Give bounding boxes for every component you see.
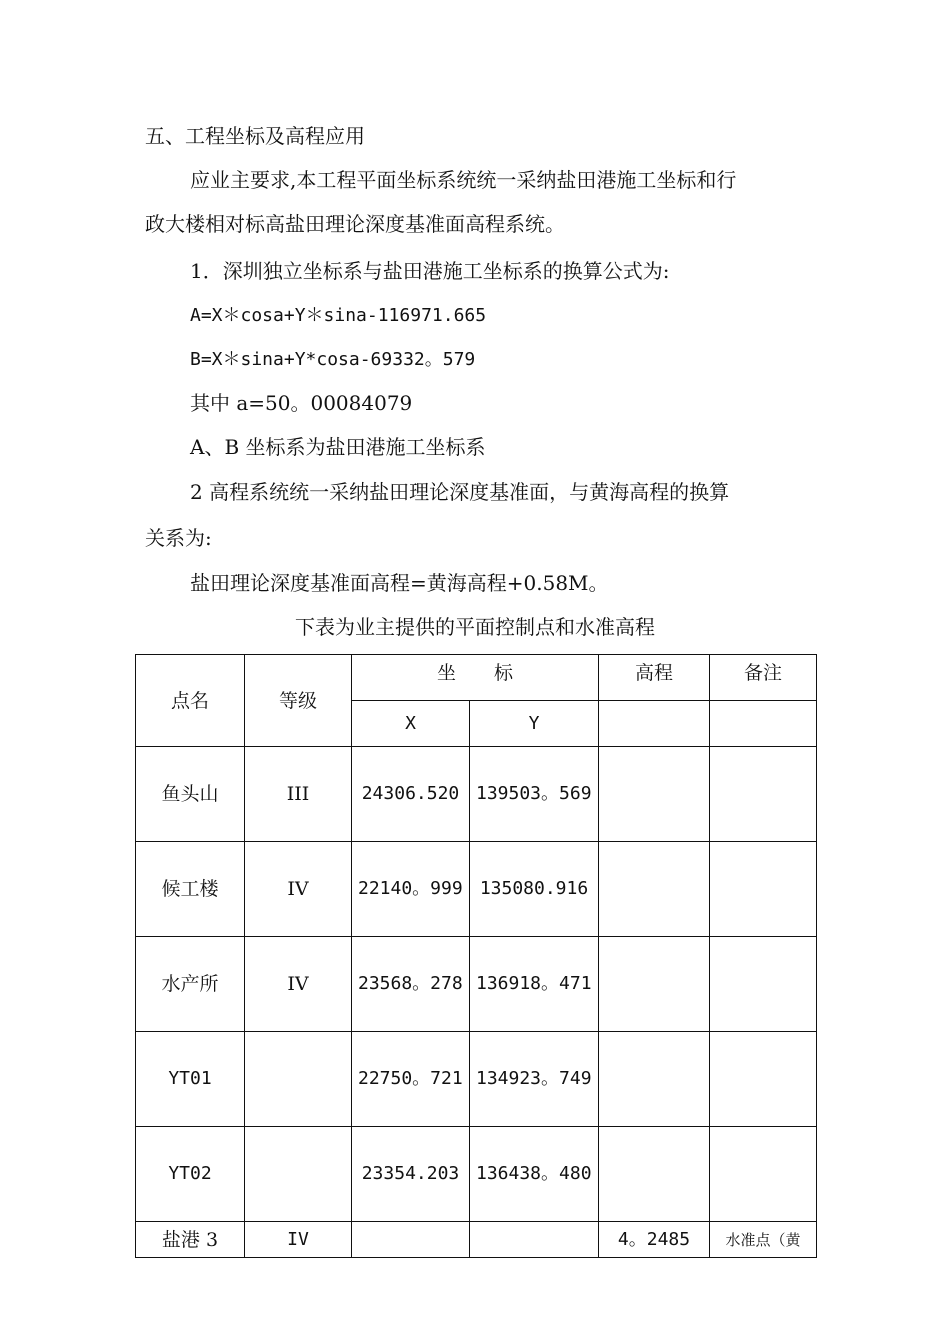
point-elevation bbox=[599, 1127, 710, 1222]
point-grade: III bbox=[245, 747, 352, 842]
table-row bbox=[136, 842, 817, 937]
formula-b: B=X＊sina+Y*cosa-69332。579 bbox=[190, 349, 476, 370]
point-remark bbox=[710, 937, 817, 1032]
paragraph-line: 应业主要求,本工程平面坐标系统统一采纳盐田港施工坐标和行 bbox=[190, 168, 737, 192]
formula-alpha: 其中 a=50。00084079 bbox=[190, 391, 413, 415]
relation: 盐田理论深度基准面高程=黄海高程+0.58M。 bbox=[190, 571, 609, 595]
item-2-continued: 关系为: bbox=[145, 526, 212, 550]
table-row bbox=[136, 1222, 817, 1258]
point-elevation bbox=[599, 1032, 710, 1127]
point-elevation bbox=[599, 842, 710, 937]
point-name: YT02 bbox=[136, 1127, 245, 1222]
table-cell bbox=[599, 701, 710, 747]
point-remark bbox=[710, 842, 817, 937]
point-remark: 水准点（黄 bbox=[710, 1222, 817, 1258]
point-remark bbox=[710, 747, 817, 842]
table-row bbox=[136, 747, 817, 842]
control-points-table bbox=[135, 654, 817, 1258]
point-x: 24306.520 bbox=[352, 747, 470, 842]
point-x: 22140。999 bbox=[352, 842, 470, 937]
point-x: 23354.203 bbox=[352, 1127, 470, 1222]
point-elevation bbox=[599, 747, 710, 842]
header-remark: 备注 bbox=[710, 655, 817, 701]
header-coord: 坐 标 bbox=[352, 655, 599, 701]
point-y bbox=[470, 1222, 599, 1258]
header-elevation: 高程 bbox=[599, 655, 710, 701]
point-y: 139503。569 bbox=[470, 747, 599, 842]
table-row bbox=[136, 1032, 817, 1127]
point-grade: IV bbox=[245, 1222, 352, 1258]
point-name: 水产所 bbox=[136, 937, 245, 1032]
table-cell bbox=[710, 701, 817, 747]
point-x: 23568。278 bbox=[352, 937, 470, 1032]
point-name: YT01 bbox=[136, 1032, 245, 1127]
point-elevation: 4。2485 bbox=[599, 1222, 710, 1258]
table-row bbox=[136, 937, 817, 1032]
item-2: 2 高程系统统一采纳盐田理论深度基准面，与黄海高程的换算 bbox=[190, 480, 730, 504]
point-x bbox=[352, 1222, 470, 1258]
point-elevation bbox=[599, 937, 710, 1032]
paragraph-line: 政大楼相对标高盐田理论深度基准面高程系统。 bbox=[145, 212, 565, 236]
point-y: 136438。480 bbox=[470, 1127, 599, 1222]
table-row bbox=[136, 1127, 817, 1222]
header-x: X bbox=[352, 701, 470, 747]
formula-a: A=X＊cosa+Y＊sina-116971.665 bbox=[190, 305, 487, 326]
point-y: 135080.916 bbox=[470, 842, 599, 937]
header-name: 点名 bbox=[136, 655, 245, 747]
point-y: 134923。749 bbox=[470, 1032, 599, 1127]
header-grade: 等级 bbox=[245, 655, 352, 747]
header-y: Y bbox=[470, 701, 599, 747]
section-title: 五、工程坐标及高程应用 bbox=[145, 124, 365, 148]
point-grade bbox=[245, 1127, 352, 1222]
point-name: 候工楼 bbox=[136, 842, 245, 937]
point-grade bbox=[245, 1032, 352, 1127]
ab-note: A、B 坐标系为盐田港施工坐标系 bbox=[190, 435, 486, 459]
point-x: 22750。721 bbox=[352, 1032, 470, 1127]
point-remark bbox=[710, 1127, 817, 1222]
point-name: 鱼头山 bbox=[136, 747, 245, 842]
point-name: 盐港 3 bbox=[136, 1222, 245, 1258]
point-grade: IV bbox=[245, 937, 352, 1032]
item-1: 1．深圳独立坐标系与盐田港施工坐标系的换算公式为: bbox=[190, 259, 670, 283]
table-caption: 下表为业主提供的平面控制点和水准高程 bbox=[295, 615, 655, 639]
point-remark bbox=[710, 1032, 817, 1127]
point-y: 136918。471 bbox=[470, 937, 599, 1032]
point-grade: IV bbox=[245, 842, 352, 937]
